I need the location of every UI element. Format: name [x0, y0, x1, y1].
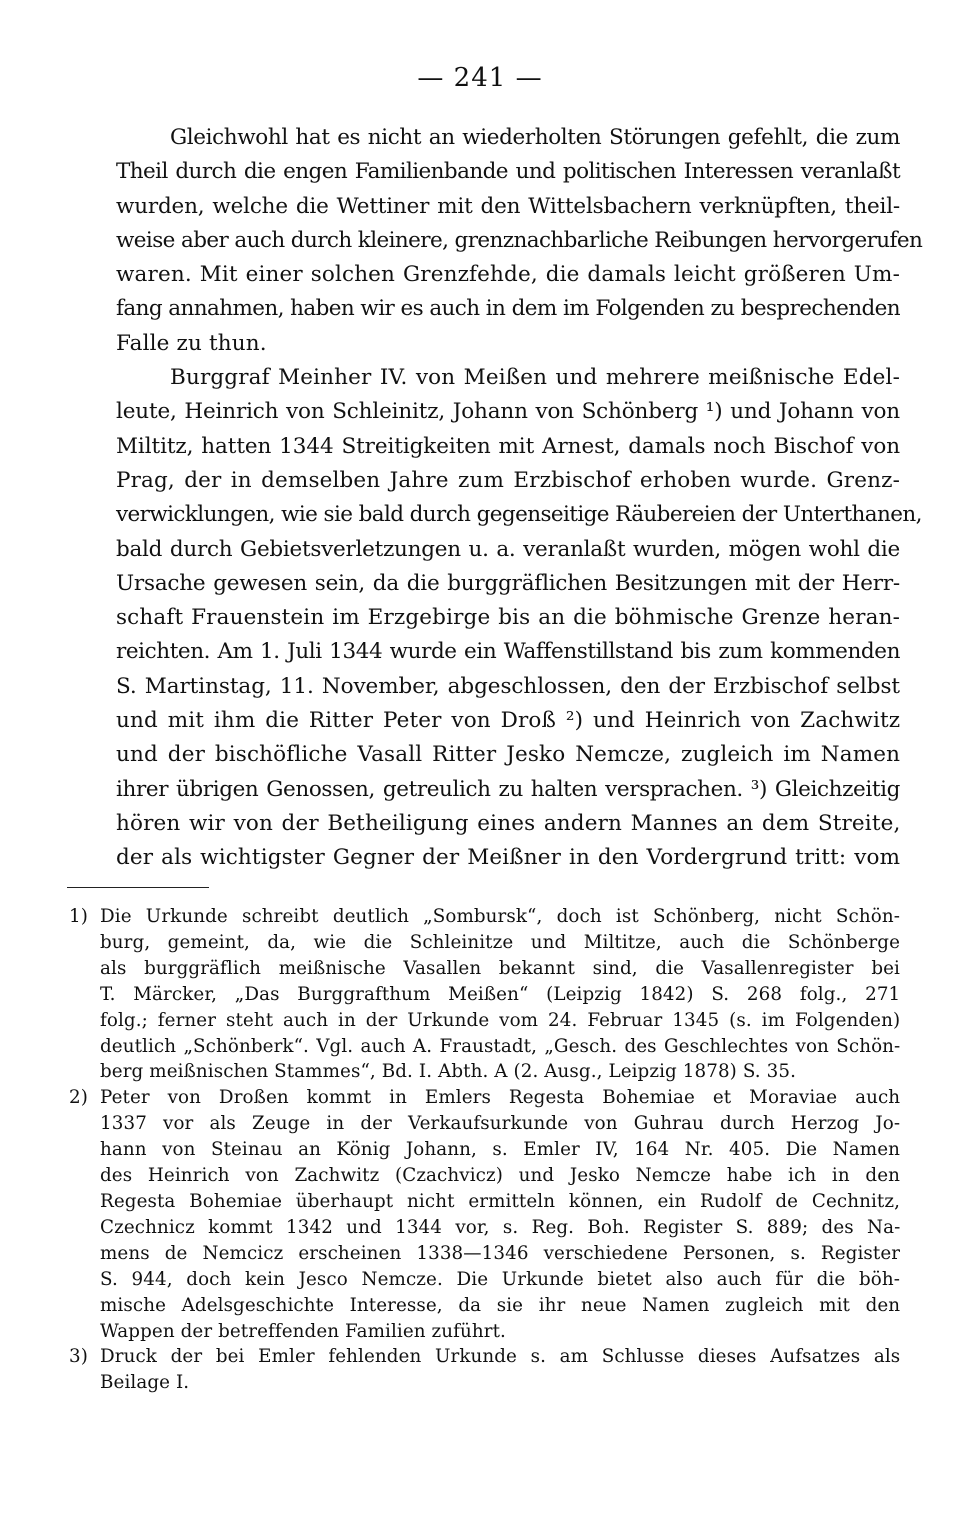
text-line: reichten. Am 1. Juli 1344 wurde ein Waffenstillstand bis zum kommenden	[116, 639, 900, 665]
text-line: Miltitz, hatten 1344 Streitigkeiten mit Arnest, damals noch Bischof von	[116, 433, 900, 459]
text-line: Ursache gewesen sein, da die burggräflichen Besitzungen mit der Herr-	[116, 570, 900, 596]
text-line: Theil durch die engen Familienbande und politischen Interessen veranlaßt	[116, 159, 900, 185]
page-number: — 241 —	[417, 63, 543, 93]
footnote-line: Peter von Droßen kommt in Emlers Regesta Bohemiae et Moraviae auch	[100, 1087, 901, 1109]
main-text	[62, 121, 923, 876]
text-line: verwicklungen, wie sie bald durch gegenseitige Räubereien der Unterthanen,	[116, 502, 922, 528]
text-line: Burggraf Meinher IV. von Meißen und mehrere meißnische Edel-	[170, 365, 900, 391]
text-line: schaft Frauenstein im Erzgebirge bis an die böhmische Grenze heran-	[116, 605, 900, 631]
footnote-line: Druck der bei Emler fehlenden Urkunde s. am Schlusse dieses Aufsatzes als	[100, 1346, 901, 1368]
footnote-separator	[67, 887, 209, 888]
paragraph-1	[62, 121, 923, 361]
text-line: Prag, der in demselben Jahre zum Erzbischof erhoben wurde. Grenz-	[116, 467, 900, 493]
text-line: bald durch Gebietsverletzungen u. a. veranlaßt wurden, mögen wohl die	[116, 536, 900, 562]
footnote-line: deutlich „Schönberk“. Vgl. auch A. Fraustadt, „Gesch. des Geschlechtes von Schön-	[100, 1035, 901, 1057]
text-line: fang annahmen, haben wir es auch in dem im Folgenden zu besprechenden	[116, 296, 900, 322]
footnote-line: mische Adelsgeschichte Interesse, da sie ihr neue Namen zugleich mit den	[100, 1294, 901, 1316]
text-line: ihrer übrigen Genossen, getreulich zu halten versprachen. ³) Gleichzeitig	[116, 776, 900, 802]
footnote-line: 1337 vor als Zeuge in der Verkaufsurkunde von Guhrau durch Herzog Jo-	[100, 1113, 901, 1135]
footnote-line: mens de Nemcicz erscheinen 1338—1346 verschiedene Personen, s. Register	[100, 1242, 901, 1264]
text-line: Gleichwohl hat es nicht an wiederholten Störungen gefehlt, die zum	[170, 125, 900, 150]
footnote-3	[69, 1344, 901, 1396]
footnote-line: als burggräflich meißnische Vasallen bekannt sind, die Vasallenregister bei	[100, 957, 900, 979]
text-line: und mit ihm die Ritter Peter von Droß ²) und Heinrich von Zachwitz	[116, 708, 901, 734]
text-line: S. Martinstag, 11. November, abgeschlossen, den der Erzbischof selbst	[116, 673, 900, 699]
footnote-line: S. 944, doch kein Jesco Nemcze. Die Urkunde bietet also auch für die böh-	[100, 1268, 900, 1290]
text-line: und der bischöfliche Vasall Ritter Jesko Nemcze, zugleich im Namen	[116, 742, 901, 768]
footnote-line: Beilage I.	[100, 1372, 190, 1394]
footnote-line: Czechnicz kommt 1342 und 1344 vor, s. Reg. Boh. Register S. 889; des Na-	[100, 1216, 901, 1238]
footnote-marker: 3)	[69, 1346, 88, 1368]
footnotes	[69, 904, 901, 1396]
footnote-line: berg meißnischen Stammes“, Bd. I. Abth. A (2. Ausg., Leipzig 1878) S. 35.	[100, 1061, 796, 1083]
footnote-line: hann von Steinau an König Johann, s. Emler IV, 164 Nr. 405. Die Namen	[100, 1139, 900, 1161]
text-line: Falle zu thun.	[116, 330, 267, 356]
footnote-line: Regesta Bohemiae überhaupt nicht ermitteln können, ein Rudolf de Cechnitz,	[100, 1190, 900, 1212]
text-line: wurden, welche die Wettiner mit den Wittelsbachern verknüpften, theil-	[116, 193, 900, 219]
footnote-marker: 2)	[69, 1087, 88, 1109]
footnote-line: Die Urkunde schreibt deutlich „Sombursk“, doch ist Schönberg, nicht Schön-	[100, 906, 900, 927]
footnote-line: Wappen der betreffenden Familien zuführt.	[100, 1320, 506, 1342]
footnote-2	[69, 1085, 901, 1344]
footnote-line: folg.; ferner steht auch in der Urkunde vom 24. Februar 1345 (s. im Folgenden)	[100, 1009, 901, 1031]
text-line: der als wichtigster Gegner der Meißner in den Vordergrund tritt: vom	[116, 845, 901, 871]
footnote-marker: 1)	[69, 906, 88, 927]
text-line: leute, Heinrich von Schleinitz, Johann von Schönberg ¹) und Johann von	[116, 399, 900, 425]
text-line: hören wir von der Betheiligung eines andern Mannes an dem Streite,	[116, 810, 901, 836]
footnote-line: des Heinrich von Zachwitz (Czachvicz) und Jesko Nemcze habe ich in den	[100, 1165, 900, 1187]
text-line: waren. Mit einer solchen Grenzfehde, die damals leicht größeren Um-	[116, 262, 900, 288]
footnote-line: burg, gemeint, da, wie die Schleinitze und Miltitze, auch die Schönberge	[100, 931, 900, 953]
text-line: weise aber auch durch kleinere, grenznachbarliche Reibungen hervorgerufen	[116, 227, 923, 253]
footnote-line: T. Märcker, „Das Burggrafthum Meißen“ (Leipzig 1842) S. 268 folg., 271	[100, 983, 901, 1005]
paragraph-2	[62, 361, 922, 875]
footnote-1	[69, 904, 901, 1085]
